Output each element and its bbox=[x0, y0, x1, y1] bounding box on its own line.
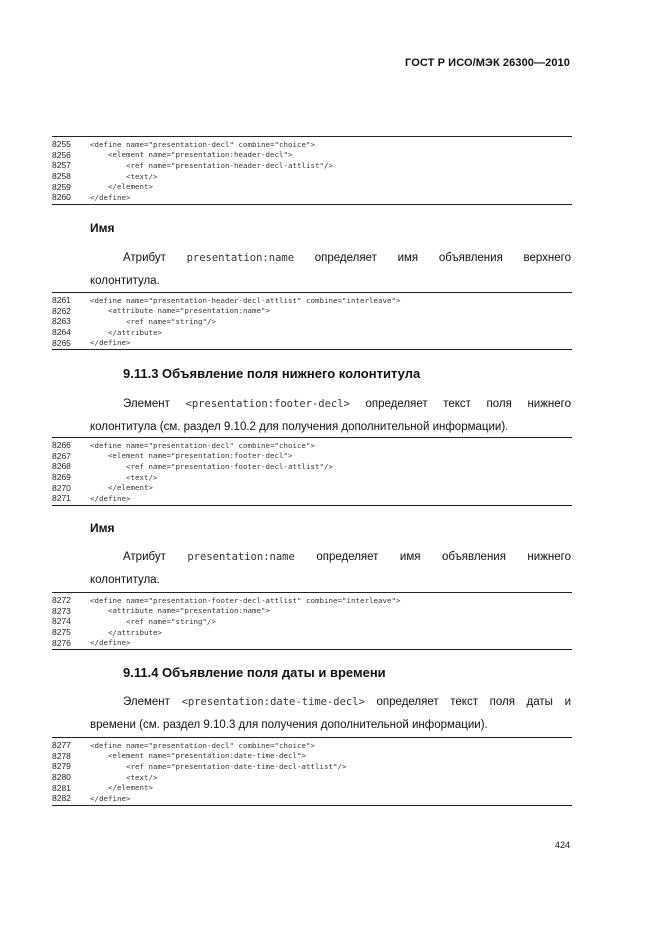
line-number: 8260 bbox=[52, 192, 71, 203]
code-text: </define> bbox=[90, 493, 131, 503]
code-text: <element name="presentation:header-decl"> bbox=[90, 150, 293, 160]
line-number: 8278 bbox=[52, 750, 71, 761]
paragraph-line bbox=[90, 247, 571, 270]
paragraph-line: колонтитула. bbox=[90, 275, 160, 287]
code-text: <attribute name="presentation:name"> bbox=[90, 606, 270, 616]
code-text: <ref name="string"/> bbox=[90, 616, 216, 626]
line-number: 8258 bbox=[52, 171, 71, 182]
code-line bbox=[52, 740, 572, 751]
paragraph-text: Элемент bbox=[123, 398, 170, 410]
code-line bbox=[52, 139, 572, 150]
paragraph-text: определяет текст поля даты и bbox=[376, 696, 571, 708]
line-number: 8281 bbox=[52, 782, 71, 793]
paragraph-header-name-attr bbox=[90, 247, 571, 293]
code-text: <define name="presentation-footer-decl-attlist" combine="interleave"> bbox=[90, 595, 401, 605]
code-text: </element> bbox=[90, 783, 153, 793]
section-heading: 9.11.4 Объявление поля даты и времени bbox=[123, 665, 386, 680]
line-number: 8272 bbox=[52, 595, 71, 606]
line-number: 8279 bbox=[52, 761, 71, 772]
code-text: <ref name="presentation-footer-decl-attlist"/> bbox=[90, 461, 333, 471]
paragraph-text: определяет текст поля нижнего bbox=[365, 398, 571, 410]
paragraph-line bbox=[90, 691, 571, 714]
paragraph-footer-name-attr bbox=[90, 546, 571, 592]
code-line bbox=[52, 192, 572, 203]
code-line bbox=[52, 793, 572, 804]
code-text: <ref name="presentation-date-time-decl-attlist"/> bbox=[90, 761, 347, 771]
line-number: 8271 bbox=[52, 493, 71, 504]
code-line bbox=[52, 493, 572, 504]
line-number: 8280 bbox=[52, 772, 71, 783]
code-line bbox=[52, 451, 572, 462]
paragraph-line: колонтитула (см. раздел 9.10.2 для получения дополнительной информации). bbox=[90, 421, 509, 433]
page-number: 424 bbox=[554, 840, 570, 850]
code-block-1 bbox=[52, 136, 572, 205]
paragraph-text: Элемент bbox=[123, 696, 170, 708]
code-text: <attribute name="presentation:name"> bbox=[90, 306, 270, 316]
paragraph-date-time-decl bbox=[90, 691, 571, 737]
name-heading: Имя bbox=[90, 521, 115, 535]
line-number: 8256 bbox=[52, 149, 71, 160]
code-text: </define> bbox=[90, 338, 131, 348]
code-line bbox=[52, 171, 572, 182]
paragraph-line: колонтитула. bbox=[90, 574, 160, 586]
code-text: <define name="presentation-decl" combine="choice"> bbox=[90, 139, 315, 149]
code-line bbox=[52, 606, 572, 617]
line-number: 8276 bbox=[52, 637, 71, 648]
code-line bbox=[52, 472, 572, 483]
code-line bbox=[52, 782, 572, 793]
code-block-3 bbox=[52, 437, 572, 506]
paragraph-line: времени (см. раздел 9.10.3 для получения дополнительной информации). bbox=[90, 719, 488, 731]
line-number: 8259 bbox=[52, 181, 71, 192]
code-text: <define name="presentation-decl" combine="choice"> bbox=[90, 740, 315, 750]
line-number: 8262 bbox=[52, 305, 71, 316]
code-text: </element> bbox=[90, 483, 153, 493]
code-line bbox=[52, 616, 572, 627]
code-text: </define> bbox=[90, 192, 131, 202]
code-text: <element name="presentation:footer-decl"> bbox=[90, 451, 293, 461]
line-number: 8275 bbox=[52, 627, 71, 638]
code-text: <text/> bbox=[90, 472, 158, 482]
code-line bbox=[52, 181, 572, 192]
inline-code: <presentation:date-time-decl> bbox=[181, 696, 365, 708]
line-number: 8261 bbox=[52, 295, 71, 306]
name-heading: Имя bbox=[90, 221, 115, 235]
paragraph-footer-decl bbox=[90, 393, 571, 439]
code-line bbox=[52, 150, 572, 161]
code-text: </attribute> bbox=[90, 627, 162, 637]
code-block-5 bbox=[52, 737, 572, 806]
code-line bbox=[52, 306, 572, 317]
code-block-4 bbox=[52, 592, 572, 650]
code-text: </element> bbox=[90, 182, 153, 192]
line-number: 8267 bbox=[52, 450, 71, 461]
code-text: <element name="presentation:date-time-decl"> bbox=[90, 751, 306, 761]
paragraph-line bbox=[90, 393, 571, 416]
paragraph-text: определяет имя объявления нижнего bbox=[316, 551, 571, 563]
code-text: <text/> bbox=[90, 171, 158, 181]
line-number: 8277 bbox=[52, 740, 71, 751]
paragraph-line bbox=[90, 546, 571, 569]
code-line bbox=[52, 327, 572, 338]
code-block-2 bbox=[52, 292, 572, 350]
code-line bbox=[52, 440, 572, 451]
code-line bbox=[52, 761, 572, 772]
code-text: </define> bbox=[90, 638, 131, 648]
inline-code: presentation:name bbox=[186, 252, 295, 264]
code-text: <ref name="string"/> bbox=[90, 316, 216, 326]
code-line bbox=[52, 160, 572, 171]
code-line bbox=[52, 627, 572, 638]
paragraph-text: определяет имя объявления верхнего bbox=[314, 252, 571, 264]
line-number: 8257 bbox=[52, 160, 71, 171]
line-number: 8269 bbox=[52, 472, 71, 483]
line-number: 8263 bbox=[52, 316, 71, 327]
section-heading: 9.11.3 Объявление поля нижнего колонтитула bbox=[123, 366, 421, 381]
line-number: 8264 bbox=[52, 327, 71, 338]
code-line bbox=[52, 461, 572, 472]
code-line bbox=[52, 482, 572, 493]
code-line bbox=[52, 337, 572, 348]
line-number: 8273 bbox=[52, 605, 71, 616]
line-number: 8255 bbox=[52, 139, 71, 150]
line-number: 8266 bbox=[52, 440, 71, 451]
code-line bbox=[52, 751, 572, 762]
code-text: <text/> bbox=[90, 772, 158, 782]
code-text: </attribute> bbox=[90, 327, 162, 337]
code-line bbox=[52, 595, 572, 606]
code-line bbox=[52, 295, 572, 306]
code-text: <define name="presentation-header-decl-attlist" combine="interleave"> bbox=[90, 295, 401, 305]
inline-code: presentation:name bbox=[187, 551, 295, 563]
code-line bbox=[52, 316, 572, 327]
line-number: 8268 bbox=[52, 461, 71, 472]
paragraph-text: Атрибут bbox=[123, 252, 166, 264]
paragraph-text: Атрибут bbox=[123, 551, 166, 563]
line-number: 8270 bbox=[52, 482, 71, 493]
code-line bbox=[52, 772, 572, 783]
code-text: </define> bbox=[90, 793, 131, 803]
code-text: <ref name="presentation-header-decl-attlist"/> bbox=[90, 160, 333, 170]
inline-code: <presentation:footer-decl> bbox=[185, 398, 350, 410]
line-number: 8282 bbox=[52, 793, 71, 804]
code-text: <define name="presentation-decl" combine="choice"> bbox=[90, 440, 315, 450]
line-number: 8265 bbox=[52, 337, 71, 348]
code-line bbox=[52, 637, 572, 648]
line-number: 8274 bbox=[52, 616, 71, 627]
document-header: ГОСТ Р ИСО/МЭК 26300—2010 bbox=[405, 57, 570, 69]
